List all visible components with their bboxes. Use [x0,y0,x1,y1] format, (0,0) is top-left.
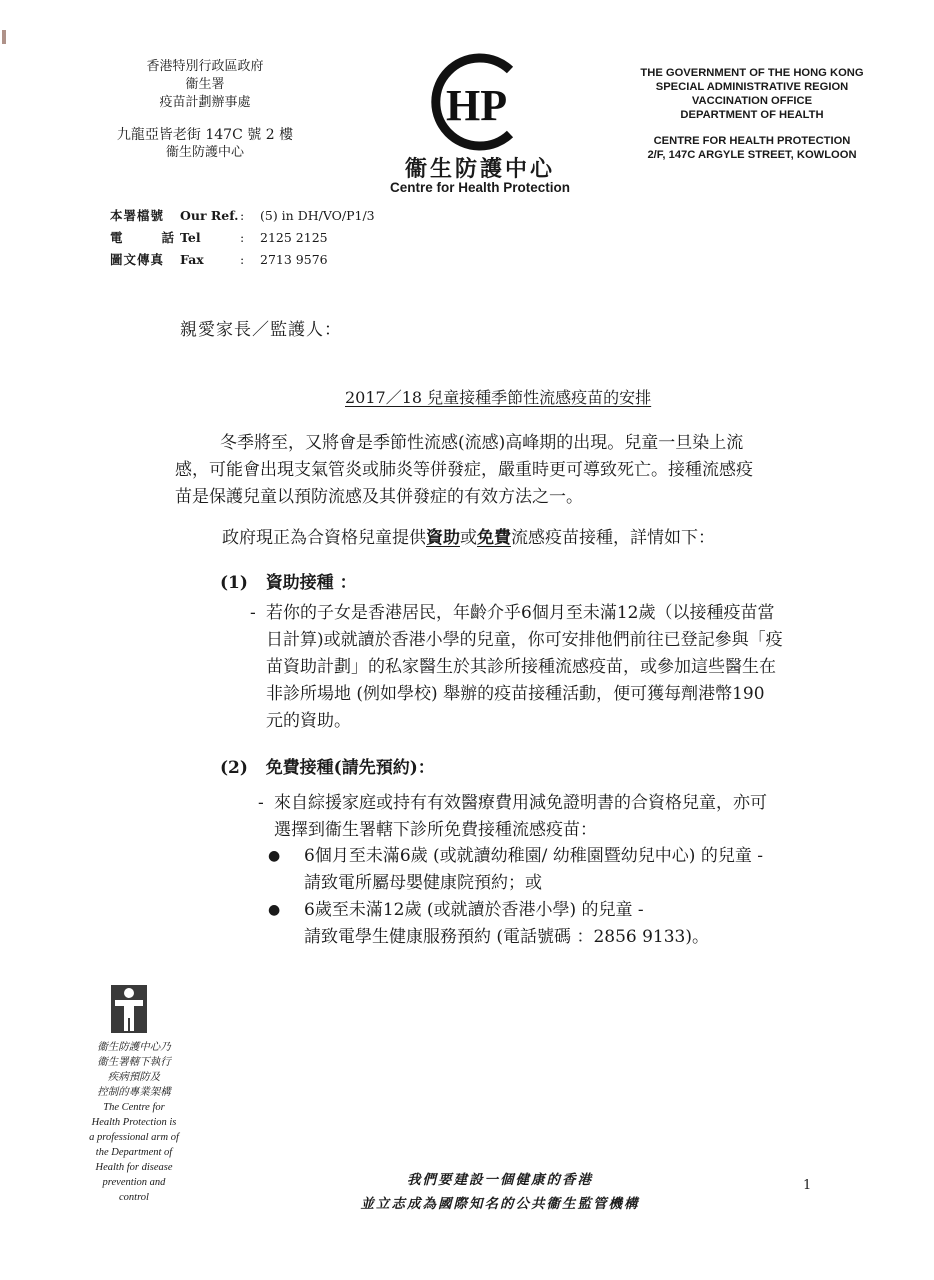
bullet-line: 請致電學生健康服務預約 (電話號碼 ：2856 9133)。 [304,927,710,947]
header-left-address2: 衞生防護中心 [165,145,244,160]
section1-line: 苗資助計劃」的私家醫生於其診所接種流感疫苗，或參加這些醫生在 [266,657,776,677]
section1-line: 日計算)或就讀於香港小學的兒童，你可安排他們前往已登記參與「疫 [266,630,783,650]
scan-artifact [2,30,6,44]
bullet-line: 6個月至未滿6歲 (或就讀幼稚園/ 幼稚園暨幼兒中心) 的兒童 - [304,846,763,866]
ref-label-cn [110,227,174,249]
bullet-dot-icon: ● [268,902,281,918]
header-left-line1: 香港特別行政區政府 [146,59,264,74]
section1-dash: - [250,603,256,623]
section2-body [258,790,848,844]
section1-title: 資助接種 ： [265,573,357,593]
footer-cn-line: 衞生防護中心乃 [97,1041,171,1053]
footer-en-line: the Department of [95,1147,173,1158]
page-number: 1 [803,1178,812,1193]
header-left-address1: 九龍亞皆老街 147C 號 2 樓 [116,127,294,143]
logo-name-english: Centre for Health Protection [389,180,571,195]
logo-letters: HP [446,81,508,130]
motto-line1: 我們要建設一個健康的香港 [407,1172,593,1188]
ref-label-cn: 本署檔號 [110,208,165,223]
section1-heading [220,568,357,593]
reference-block [110,205,375,271]
section1-line: 若你的子女是香港居民，年齡介乎6個月至未滿12歲（以接種疫苗當 [266,603,775,623]
header-right-line6: 2/F, 147C ARGYLE STREET, KOWLOON [647,149,857,161]
bullet-dot-icon: ● [268,848,281,864]
intro-paragraph [175,430,835,511]
ref-label-en: Our Ref. [180,208,239,223]
ref-row-fax [110,249,375,271]
section2-number: (2) [220,758,248,778]
logo-name-chinese: 衞生防護中心 [404,156,555,182]
salutation: 親愛家長／監護人： [180,320,342,340]
intro-line3: 苗是保護兒童以預防流感及其併發症的有效方法之一。 [175,487,583,507]
footer-en-line: Health for disease [95,1162,173,1173]
header-right-line5: CENTRE FOR HEALTH PROTECTION [653,135,851,147]
header-left-chinese [100,58,310,162]
ref-colon: : [240,208,245,223]
ref-label-cn-a: 電 [110,230,123,245]
ref-label-cn-b: 話 [161,230,174,245]
section2-bullets [268,843,838,951]
offer-free: 免費 [477,528,511,548]
footer-en-line: control [119,1192,149,1203]
ref-value: 2713 9576 [260,252,328,267]
section2-line: 選擇到衞生署轄下診所免費接種流感疫苗： [274,820,597,840]
ref-row-tel [110,227,375,249]
bullet-item [268,843,838,897]
offer-paragraph [222,525,842,552]
header-left-line3: 疫苗計劃辦事處 [159,95,251,110]
section2-line: 來自綜援家庭或持有有效醫療費用減免證明書的合資格兒童，亦可 [274,793,767,813]
ref-value: 2125 2125 [260,230,328,245]
section1-line: 非診所場地 (例如學校) 舉辦的疫苗接種活動，便可獲每劑港幣190 [266,684,765,704]
bullet-item [268,897,838,951]
header-right-line1: THE GOVERNMENT OF THE HONG KONG [640,67,864,79]
header-right-line2: SPECIAL ADMINISTRATIVE REGION [655,81,849,93]
section2-title: 免費接種(請先預約)： [265,758,435,778]
letter-title: 2017／18 兒童接種季節性流感疫苗的安排 [345,388,652,407]
chp-logo-icon [418,52,528,152]
header-left-line2: 衞生署 [185,77,225,92]
ref-value: (5) in DH/VO/P1/3 [260,208,375,223]
ref-label-cn: 圖文傳真 [110,252,165,267]
offer-mid: 或 [460,528,477,548]
section1-number: (1) [220,573,248,593]
motto-line2: 並立志成為國際知名的公共衞生監管機構 [360,1196,640,1212]
footer-en-line: Health Protection is [91,1117,177,1128]
footer-en-line: prevention and [102,1177,166,1188]
ref-row-our-ref [110,205,375,227]
ref-colon: : [240,230,245,245]
ref-label-en: Fax [180,252,204,267]
footer-left-statement [78,1040,190,1205]
ref-colon: : [240,252,245,267]
footer-cn-line: 疾病預防及 [107,1071,161,1083]
offer-subsidised: 資助 [426,528,460,548]
header-right-english [612,66,892,162]
section2-heading [220,753,435,778]
intro-line2: 感，可能會出現支氣管炎或肺炎等併發症，嚴重時更可導致死亡。接種流感疫 [175,460,753,480]
ref-label-en: Tel [180,230,201,245]
header-right-line4: DEPARTMENT OF HEALTH [680,109,824,121]
footer-motto [330,1168,670,1216]
footer-cn-line: 控制的專業架構 [97,1086,171,1098]
offer-post: 流感疫苗接種，詳情如下： [511,528,715,548]
intro-line1: 冬季將至，又將會是季節性流感(流感)高峰期的出現。兒童一旦染上流 [220,433,744,453]
bullet-line: 請致電所屬母嬰健康院預約；或 [304,873,542,893]
offer-pre: 政府現正為合資格兒童提供 [222,528,426,548]
bullet-line: 6歲至未滿12歲 (或就讀於香港小學) 的兒童 - [304,900,644,920]
section2-dash: - [258,793,264,813]
person-emblem-icon [108,983,150,1035]
footer-en-line: The Centre for [103,1102,165,1113]
section1-line: 元的資助。 [266,711,351,731]
footer-cn-line: 衞生署轄下執行 [97,1056,171,1068]
footer-en-line: a professional arm of [89,1132,179,1143]
header-right-line3: VACCINATION OFFICE [691,95,813,107]
section1-body [250,600,840,735]
